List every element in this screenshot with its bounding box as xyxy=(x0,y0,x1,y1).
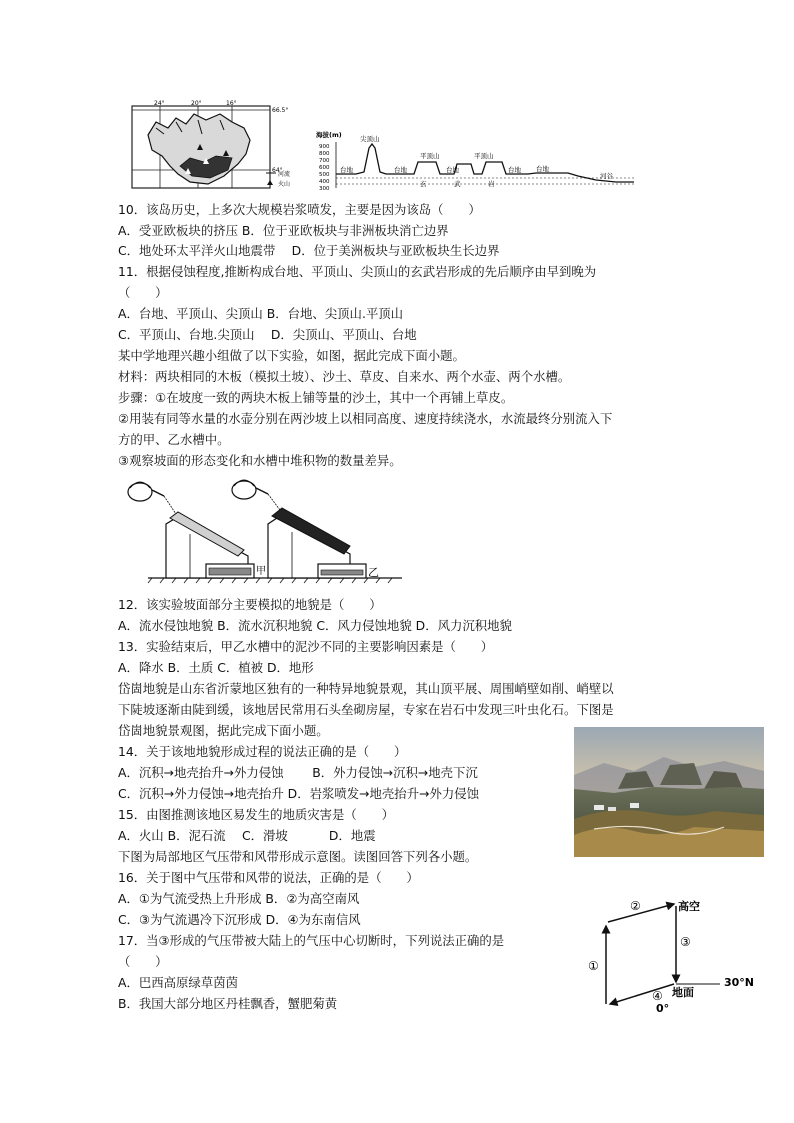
passage-line: 某中学地理兴趣小组做了以下实验，如图，据此完成下面小题。 xyxy=(118,348,465,363)
experiment-figure xyxy=(118,478,408,588)
terrain-label: 台地 xyxy=(508,166,521,174)
question-17: 17．当③形成的气压带被大陆上的气压中心切断时，下列说法正确的是 xyxy=(118,933,505,948)
lat-label-665: 66.5° xyxy=(272,107,289,114)
y-tick: 300 xyxy=(319,186,330,192)
elevation-profile-figure xyxy=(316,128,638,192)
terrain-label: 河谷 xyxy=(600,172,613,180)
y-tick: 600 xyxy=(319,165,330,171)
passage-line: 岱崮地貌景观图，据此完成下面小题。 xyxy=(118,723,329,738)
label-jia: 甲 xyxy=(256,566,266,577)
profile-y-title: 海拔(m) xyxy=(316,131,342,139)
legend-volcano: 火山 xyxy=(278,181,291,188)
lon-label-16: 16° xyxy=(226,100,237,107)
option-line: A．沉积→地壳抬升→外力侵蚀 B．外力侵蚀→沉积→地壳下沉 xyxy=(118,765,478,780)
option-line: A．流水侵蚀地貌 B．流水沉积地貌 C．风力侵蚀地貌 D．风力沉积地貌 xyxy=(118,618,512,633)
passage-line: ③观察坡面的形态变化和水槽中堆积物的数量差异。 xyxy=(118,453,402,468)
question-13: 13．实验结束后，甲乙水槽中的泥沙不同的主要影响因素是（ ） xyxy=(118,639,494,654)
passage-line: 步骤：①在坡度一致的两块木板上铺等量的沙土，其中一个再铺上草皮。 xyxy=(118,390,514,405)
y-tick: 400 xyxy=(319,179,330,185)
lat-label-64: 64° xyxy=(272,167,283,174)
rock-label: 玄 xyxy=(420,180,427,188)
y-tick: 900 xyxy=(319,144,330,150)
question-11-cont: （ ） xyxy=(118,285,168,300)
passage-line: 下陡坡逐渐由陡到缓，该地居民常用石头垒砌房屋，专家在岩石中发现三叶虫化石。下图是 xyxy=(118,702,614,717)
option-line: A．巴西高原绿草茵茵 xyxy=(118,975,238,990)
terrain-label: 台地 xyxy=(340,166,353,174)
arrow-2-upper xyxy=(608,904,674,922)
peak-label: 尖顶山 xyxy=(360,135,380,143)
arrow-4-surface xyxy=(610,984,674,1004)
label-equator: 0° xyxy=(656,1002,670,1015)
option-line: C．地处环太平洋火山地震带 D．位于美洲板块与亚欧板块生长边界 xyxy=(118,243,500,258)
label-2: ② xyxy=(630,899,641,913)
question-15: 15．由图推测该地区易发生的地质灾害是（ ） xyxy=(118,807,394,822)
option-line: A．①为气流受热上升形成 B．②为高空南风 xyxy=(118,891,360,906)
y-tick: 800 xyxy=(319,151,330,157)
kettle-right xyxy=(232,480,280,510)
daigu-landscape-photo xyxy=(574,727,764,857)
question-11: 11．根据侵蚀程度,推断构成台地、平顶山、尖顶山的玄武岩形成的先后顺序由早到晚为 xyxy=(118,264,597,279)
label-yi: 乙 xyxy=(368,566,379,579)
question-14: 14．关于该地地貌形成过程的说法正确的是（ ） xyxy=(118,744,407,759)
passage-line: 下图为局部地区气压带和风带形成示意图。读图回答下列各小题。 xyxy=(118,849,478,864)
lon-label-20: 20° xyxy=(191,100,202,107)
terrain-label: 台地 xyxy=(536,165,549,173)
kettle-left xyxy=(128,482,176,514)
option-line: C．沉积→外力侵蚀→地壳抬升 D．岩浆喷发→地壳抬升→外力侵蚀 xyxy=(118,786,480,801)
question-16: 16．关于图中气压带和风带的说法，正确的是（ ） xyxy=(118,870,419,885)
pressure-belt-diagram xyxy=(586,892,762,1016)
passage-line: 材料：两块相同的木板（模拟土坡）、沙土、草皮、自来水、两个水壶、两个水槽。 xyxy=(118,369,571,384)
option-line: A．台地、平顶山、尖顶山 B．台地、尖顶山.平顶山 xyxy=(118,306,404,321)
question-10: 10．该岛历史，上多次大规模岩浆喷发，主要是因为该岛（ ） xyxy=(118,202,481,217)
legend-river: 河流 xyxy=(278,171,291,178)
label-1: ① xyxy=(588,959,599,973)
option-line: C．③为气流遇冷下沉形成 D．④为东南信风 xyxy=(118,912,361,927)
terrain-label: 台地 xyxy=(446,166,459,174)
question-12: 12．该实验坡面部分主要模拟的地貌是（ ） xyxy=(118,597,382,612)
peak-label: 平顶山 xyxy=(474,152,494,160)
option-line: A．降水 B．土质 C．植被 D．地形 xyxy=(118,660,314,675)
peak-label: 平顶山 xyxy=(420,152,440,160)
y-tick: 700 xyxy=(319,158,330,164)
profile-line xyxy=(336,144,634,182)
label-high-altitude: 高空 xyxy=(678,900,700,913)
option-line: A．受亚欧板块的挤压 B．位于亚欧板块与非洲板块消亡边界 xyxy=(118,223,449,238)
option-line: B．我国大部分地区丹桂飘香，蟹肥菊黄 xyxy=(118,996,338,1011)
passage-line: ②用装有同等水量的水壶分别在两沙坡上以相同高度、速度持续浇水，水流最终分别流入下 xyxy=(118,411,613,426)
y-tick: 500 xyxy=(319,172,330,178)
question-17-cont: （ ） xyxy=(118,954,168,969)
label-3: ③ xyxy=(680,935,691,949)
lon-label-24: 24° xyxy=(154,100,165,107)
label-4: ④ xyxy=(652,989,663,1003)
rock-label: 岩 xyxy=(488,180,495,188)
terrain-label: 台地 xyxy=(394,166,407,174)
passage-line: 方的甲、乙水槽中。 xyxy=(118,432,230,447)
label-ground: 地面 xyxy=(672,986,694,999)
option-line: A．火山 B．泥石流 C．滑坡 D．地震 xyxy=(118,828,376,843)
rock-label: 武 xyxy=(454,180,461,188)
iceland-map-figure xyxy=(128,100,298,192)
option-line: C．平顶山、台地.尖顶山 D．尖顶山、平顶山、台地 xyxy=(118,327,417,342)
passage-line: 岱崮地貌是山东省沂蒙地区独有的一种特异地貌景观，其山顶平展、周围峭壁如削、峭壁以 xyxy=(118,681,614,696)
label-30n: 30°N xyxy=(724,976,755,989)
